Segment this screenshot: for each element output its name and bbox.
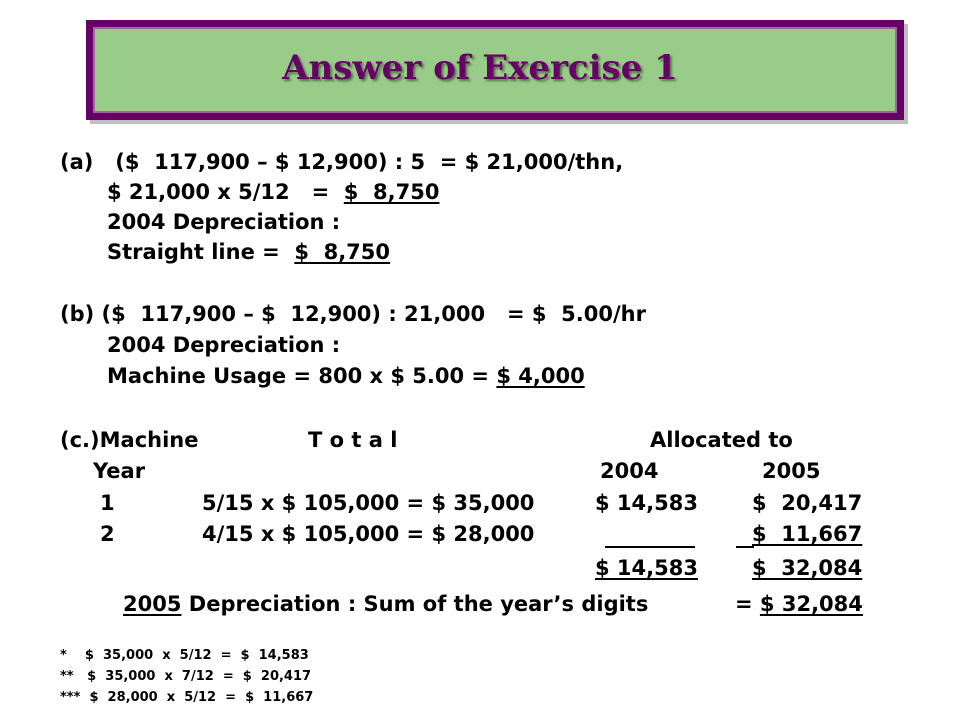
table-row-2-2005-value: $ 11,667	[752, 522, 863, 546]
table-row-2-2004-underline	[605, 546, 695, 548]
part-a-line-2-text: $ 21,000 x 5/12 =	[107, 180, 344, 204]
part-a-line-2	[107, 180, 439, 204]
part-b-line-3-value: $ 4,000	[496, 364, 585, 388]
part-b-line-1: (b) ($ 117,900 – $ 12,900) : 21,000 = $ 5.00/hr	[60, 302, 646, 326]
table-row-1-2004: $ 14,583	[595, 491, 698, 515]
total-2004	[595, 556, 698, 580]
summary-eq: =	[735, 592, 760, 616]
total-2004-value: $ 14,583	[595, 556, 698, 580]
footnote-2: ** $ 35,000 x 7/12 = $ 20,417	[60, 669, 312, 684]
table-row-2-2005	[752, 522, 862, 546]
table-row-2-calc: 4/15 x $ 105,000 = $ 28,000	[202, 522, 535, 546]
part-a-line-3: 2004 Depreciation :	[107, 210, 341, 234]
footnote-3: *** $ 28,000 x 5/12 = $ 11,667	[60, 690, 314, 705]
total-2005	[752, 556, 862, 580]
part-b-line-3	[107, 364, 585, 388]
part-b-line-2: 2004 Depreciation :	[107, 333, 341, 357]
part-c-total-header: T o t a l	[308, 428, 398, 452]
part-c-year-2004: 2004	[600, 459, 659, 483]
part-c-label: (c.)Machine	[60, 428, 199, 452]
summary-value: $ 32,084	[759, 592, 863, 616]
part-a-line-4-value: $ 8,750	[294, 240, 391, 264]
part-a-line-2-value: $ 8,750	[343, 180, 440, 204]
part-c-allocated-header: Allocated to	[650, 428, 793, 452]
footnote-1: * $ 35,000 x 5/12 = $ 14,583	[60, 648, 309, 663]
summary-year: 2005	[123, 592, 182, 616]
part-a-line-4	[107, 240, 390, 264]
total-2005-value: $ 32,084	[752, 556, 863, 580]
part-c-year-2005: 2005	[762, 459, 821, 483]
part-b-line-3-text: Machine Usage = 800 x $ 5.00 =	[107, 364, 497, 388]
summary-result	[735, 592, 863, 616]
page-title: Answer of Exercise 1	[282, 48, 678, 88]
table-row-1-2005: $ 20,417	[752, 491, 863, 515]
table-row-1-calc: 5/15 x $ 105,000 = $ 35,000	[202, 491, 535, 515]
table-row-2-year: 2	[100, 522, 115, 546]
summary-line	[123, 592, 648, 616]
part-a-line-4-text: Straight line =	[107, 240, 295, 264]
summary-text: Depreciation : Sum of the year’s digits	[181, 592, 649, 616]
part-c-year-label: Year	[93, 459, 146, 483]
table-row-1-year: 1	[100, 491, 115, 515]
part-a-line-1: (a) ($ 117,900 – $ 12,900) : 5 = $ 21,000/thn,	[60, 150, 624, 174]
table-row-2-2005-underline-lead	[736, 546, 754, 548]
